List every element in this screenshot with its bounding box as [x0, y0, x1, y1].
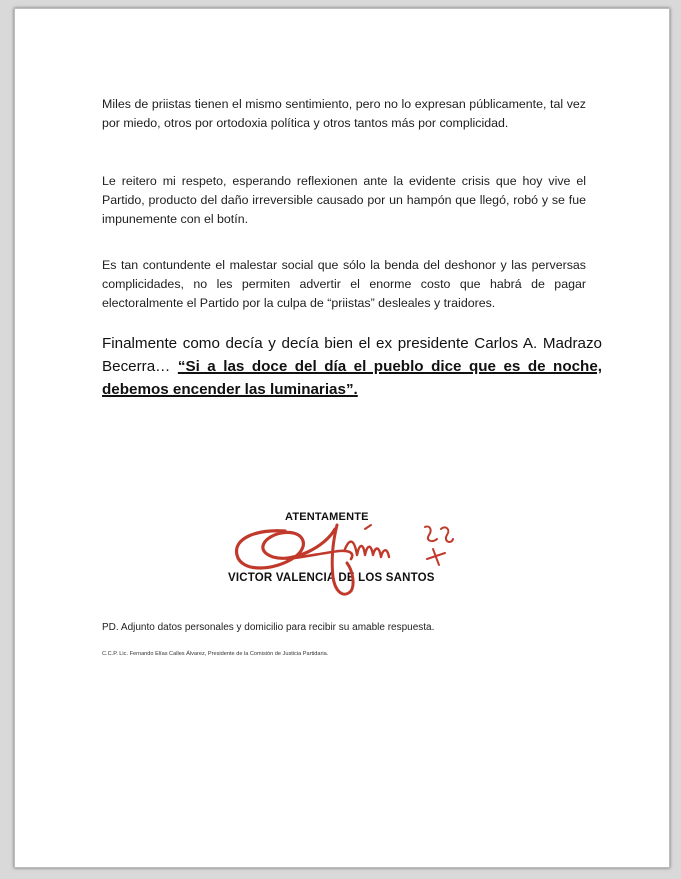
paragraph-3: Es tan contundente el malestar social que sólo la benda del deshonor y las perversas complicidades, no les permiten advertir el enorme costo que habrá de pagar electoralmente el Partido por la culpa de “priistas” desleales y traidores. — [102, 258, 586, 310]
document-page — [14, 8, 670, 868]
closing-paragraph — [102, 332, 602, 401]
closing-quote: “Si a las doce del día el pueblo dice que es de noche, debemos encender las luminarias” — [102, 358, 602, 398]
paragraph-1: Miles de priistas tienen el mismo sentimiento, pero no lo expresan públicamente, tal vez por miedo, otros por ortodoxia política y otros tantos más por complicidad. — [102, 97, 586, 130]
handwritten-signature — [215, 499, 455, 609]
postscript: PD. Adjunto datos personales y domicilio para recibir su amable respuesta. — [102, 622, 435, 633]
ccp-line: C.C.P. Lic. Fernando Elías Calles Álvarez, Presidente de la Comisión de Justicia Partidaria. — [102, 651, 329, 657]
signature-heading: ATENTAMENTE — [285, 511, 369, 523]
closing-intro: Finalmente como decía y decía bien el ex presidente Carlos A. Madrazo Becerra… — [102, 335, 602, 375]
paragraph-2: Le reitero mi respeto, esperando reflexionen ante la evidente crisis que hoy vive el Partido, producto del daño irreversible causado por un hampón que llegó, robó y se fue impunemente con el botín. — [102, 174, 586, 226]
closing-end: . — [353, 381, 358, 398]
signatory-name: VICTOR VALENCIA DE LOS SANTOS — [228, 572, 435, 584]
